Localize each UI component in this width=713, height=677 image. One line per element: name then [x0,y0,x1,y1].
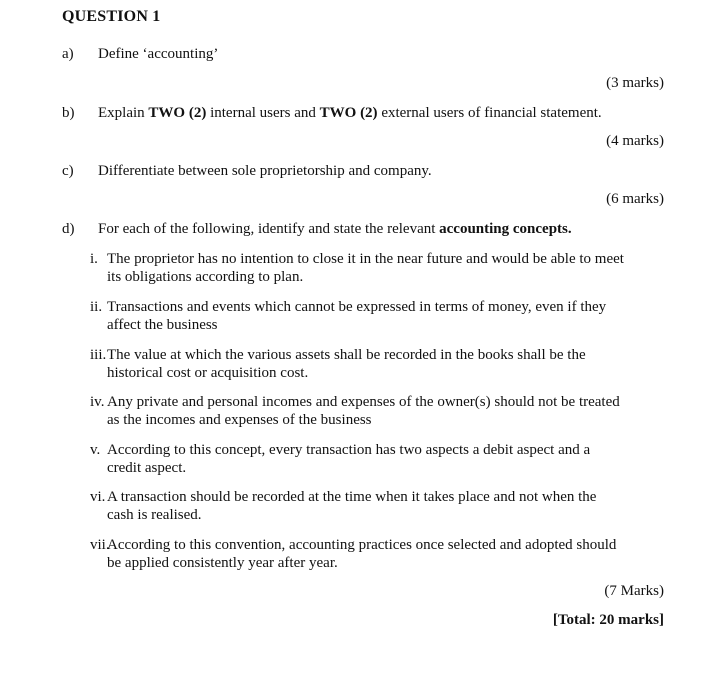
sub-item-line1: According to this concept, every transaction has two aspects a debit aspect and a [107,442,591,458]
question-a-letter: a) [62,46,74,62]
sub-item-line2: be applied consistently year after year. [107,555,338,571]
question-d-text-plain: For each of the following, identify and state the relevant [98,221,440,237]
question-b-text-part1: Explain [98,105,149,121]
question-b-bold1: TWO (2) [148,105,207,121]
question-b-text [98,105,602,122]
question-d-marks: (7 Marks) [604,583,664,599]
question-a-text: Define ‘accounting’ [98,46,219,62]
sub-item-number: vii. [90,537,110,553]
sub-item-v [90,441,663,477]
sub-item-number: iv. [90,394,105,410]
sub-item-line2: credit aspect. [107,460,187,476]
question-a-marks: (3 marks) [606,75,664,91]
sub-item-vii [90,536,663,572]
sub-item-line2: as the incomes and expenses of the business [107,412,372,428]
sub-item-iv [90,393,663,429]
sub-item-number: i. [90,251,98,267]
sub-item-vi [90,488,663,524]
sub-item-line1: Transactions and events which cannot be expressed in terms of money, even if they [107,299,607,315]
question-c-letter: c) [62,163,74,179]
sub-item-line2: its obligations according to plan. [107,269,304,285]
total-marks: [Total: 20 marks] [552,612,664,628]
sub-item-i [90,250,663,286]
question-d-letter: d) [62,221,75,237]
sub-item-line1: The proprietor has no intention to close it in the near future and would be able to meet [107,251,624,267]
sub-item-number: iii. [90,347,107,363]
sub-item-ii [90,298,663,334]
question-c-marks: (6 marks) [606,191,664,207]
sub-item-number: vi. [90,489,106,505]
sub-item-line2: historical cost or acquisition cost. [107,365,309,381]
question-b-letter: b) [62,105,75,121]
question-d-text-bold: accounting concepts. [439,221,572,237]
sub-item-number: v. [90,442,101,458]
sub-item-line2: affect the business [107,317,218,333]
sub-item-line1: A transaction should be recorded at the time when it takes place and not when the [107,489,597,505]
question-b-text-part2: internal users and [206,105,320,121]
question-c-text: Differentiate between sole proprietorship and company. [98,163,432,179]
question-b-text-part3: external users of financial statement. [377,105,602,121]
question-b-marks: (4 marks) [606,133,664,149]
question-d-text [98,221,572,238]
sub-item-number: ii. [90,299,103,315]
question-b-bold2: TWO (2) [319,105,378,121]
sub-item-line1: Any private and personal incomes and expenses of the owner(s) should not be treated [107,394,620,410]
sub-item-iii [90,346,663,382]
sub-item-line1: According to this convention, accounting practices once selected and adopted should [107,537,617,553]
question-title: QUESTION 1 [62,8,161,25]
sub-item-line1: The value at which the various assets shall be recorded in the books shall be the [107,347,586,363]
sub-item-line2: cash is realised. [107,507,202,523]
